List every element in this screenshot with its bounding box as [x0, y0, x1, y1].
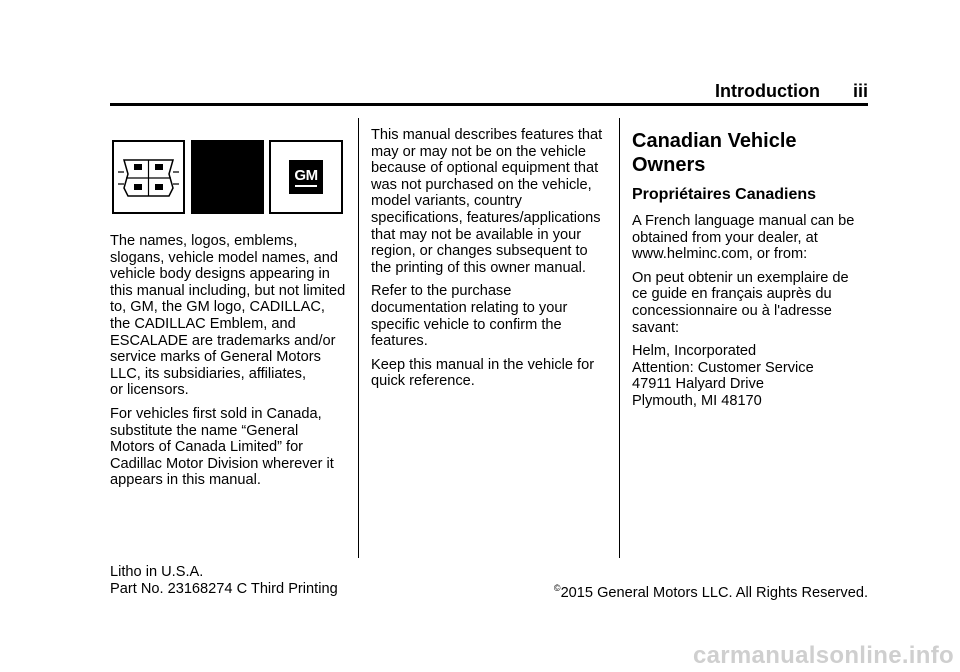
- paragraph: Refer to the purchase documentation relating to your specific vehicle to confirm the features.: [371, 283, 568, 350]
- part-number-text: Part No. 23168274 C Third Printing: [110, 580, 338, 597]
- section-heading: Canadian Vehicle Owners: [632, 130, 797, 176]
- paragraph: For vehicles first sold in Canada, substitute the name “General Motors of Canada Limited” for Cadillac Motor Division wherever it appears in this manual.: [110, 405, 334, 489]
- section-subheading: Propriétaires Canadiens: [632, 186, 817, 203]
- copyright-symbol: ©: [553, 583, 561, 593]
- footer-copyright: [554, 580, 868, 602]
- gm-logo: [269, 140, 343, 214]
- paragraph: A French language manual can be obtained from your dealer, at www.helminc.com, or from:: [632, 213, 855, 263]
- column-manual-notes: [371, 127, 609, 397]
- address-block: Helm, Incorporated Attention: Customer Service 47911 Halyard Drive Plymouth, MI 48170: [632, 343, 814, 409]
- paragraph: Keep this manual in the vehicle for quick reference.: [371, 356, 595, 390]
- paragraph: The names, logos, emblems, slogans, vehicle model names, and vehicle body designs appearing in this manual including, but not limited to, GM, the GM logo, CADILLAC, the CADILLAC Emblem, and ESCALADE are trademarks and/or service marks of General Motors LLC, its subsidiaries, affiliates, or licensors.: [110, 233, 346, 399]
- column-divider-2: [619, 118, 620, 558]
- escalade-logo: [191, 140, 264, 214]
- column-divider-1: [358, 118, 359, 558]
- watermark: carmanualsonline.info: [692, 642, 954, 669]
- gm-logo-underline: [295, 185, 317, 187]
- paragraph: On peut obtenir un exemplaire de ce guide en français auprès du concessionnaire ou à l'adresse savant:: [632, 269, 849, 336]
- gm-logo-mark: GM: [289, 160, 323, 194]
- footer-print-info: [110, 564, 338, 597]
- cadillac-emblem-logo: [112, 140, 185, 214]
- page-header: [110, 80, 868, 102]
- column-canadian-owners: [632, 129, 872, 417]
- paragraph: This manual describes features that may or may not be on the vehicle because of optional equipment that was not purchased on the vehicle, model variants, country specifications, features/applications that may not be available in your region, or changes subsequent to the printing of this owner manual.: [371, 127, 603, 276]
- cadillac-crest-icon: [114, 142, 183, 212]
- column-trademarks: [110, 233, 352, 496]
- section-title: Introduction: [714, 81, 820, 101]
- brand-logos: [112, 140, 346, 216]
- header-rule: [110, 103, 868, 106]
- copyright-text: 2015 General Motors LLC. All Rights Reserved.: [560, 585, 868, 601]
- page-number: iii: [852, 81, 868, 101]
- litho-text: Litho in U.S.A.: [110, 564, 204, 580]
